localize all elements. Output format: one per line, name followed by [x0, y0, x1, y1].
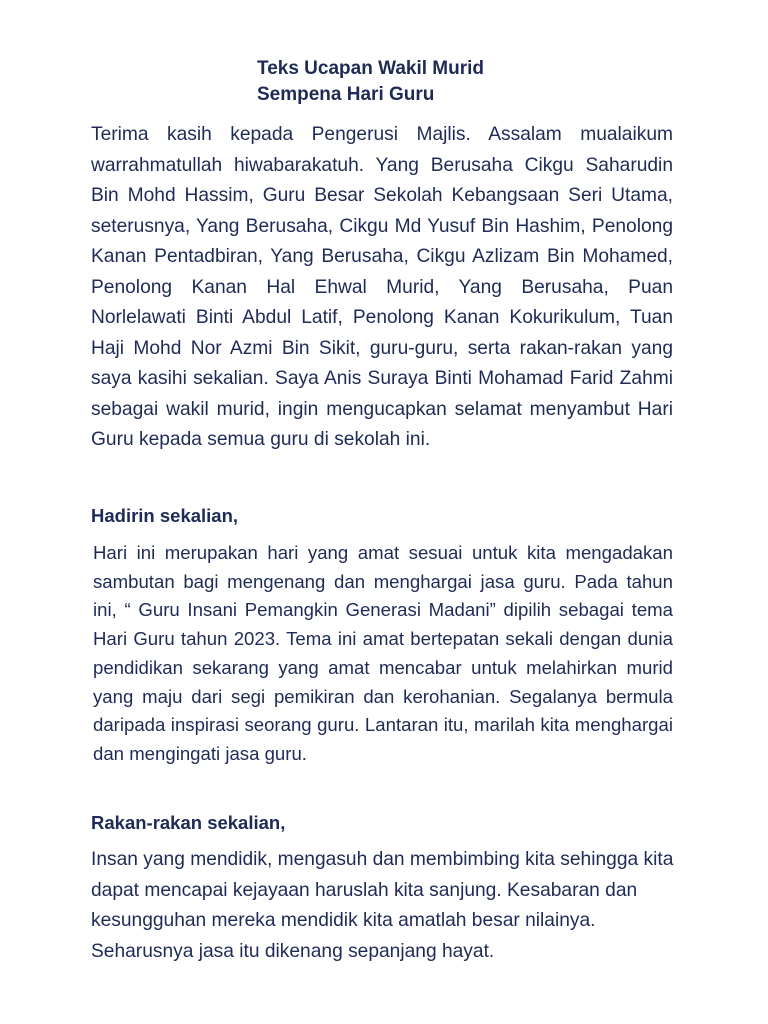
heading-rakan: Rakan-rakan sekalian, — [91, 812, 286, 833]
document-title — [257, 56, 484, 108]
title-line-1: Teks Ucapan Wakil Murid — [257, 58, 484, 79]
heading-hadirin: Hadirin sekalian, — [91, 505, 239, 526]
title-line-2: Sempena Hari Guru — [257, 84, 435, 105]
paragraph-opening: Terima kasih kepada Pengerusi Majlis. Assalam mualaikum warrahmatullah hiwabarakatuh. Yang Berusaha Cikgu Saharudin Bin Mohd Hassim, Guru Besar Sekolah Kebangsaan Seri Utama, seterusnya, Yang Berusaha, Cikgu Md Yusuf Bin Hashim, Penolong Kanan Pentadbiran, Yang Berusaha, Cikgu Azlizam Bin Mohamed, Penolong Kanan Hal Ehwal Murid, Yang Berusaha, Puan Norlelawati Binti Abdul Latif, Penolong Kanan Kokurikulum, Tuan Haji Mohd Nor Azmi Bin Sikit, guru-guru, serta rakan-rakan yang saya kasihi sekalian. Saya Anis Suraya Binti Mohamad Farid Zahmi sebagai wakil murid, ingin mengucapkan selamat menyambut Hari Guru kepada semua guru di sekolah ini. — [91, 124, 673, 450]
paragraph-hari-guru: Hari ini merupakan hari yang amat sesuai untuk kita mengadakan sambutan bagi mengenang dan menghargai jasa guru. Pada tahun ini, “ Guru Insani Pemangkin Generasi Madani” dipilih sebagai tema Hari Guru tahun 2023. Tema ini amat bertepatan sekali dengan dunia pendidikan sekarang yang amat mencabar untuk melahirkan murid yang maju dari segi pemikiran dan kerohanian. Segalanya bermula daripada inspirasi seorang guru. Lantaran itu, marilah kita menghargai dan mengingati jasa guru. — [93, 542, 673, 764]
paragraph-insan: Insan yang mendidik, mengasuh dan membimbing kita sehingga kita dapat mencapai kejayaan haruslah kita sanjung. Kesabaran dan kesungguhan mereka mendidik kita amatlah besar nilainya. Seharusnya jasa itu dikenang sepanjang hayat. — [91, 849, 674, 962]
